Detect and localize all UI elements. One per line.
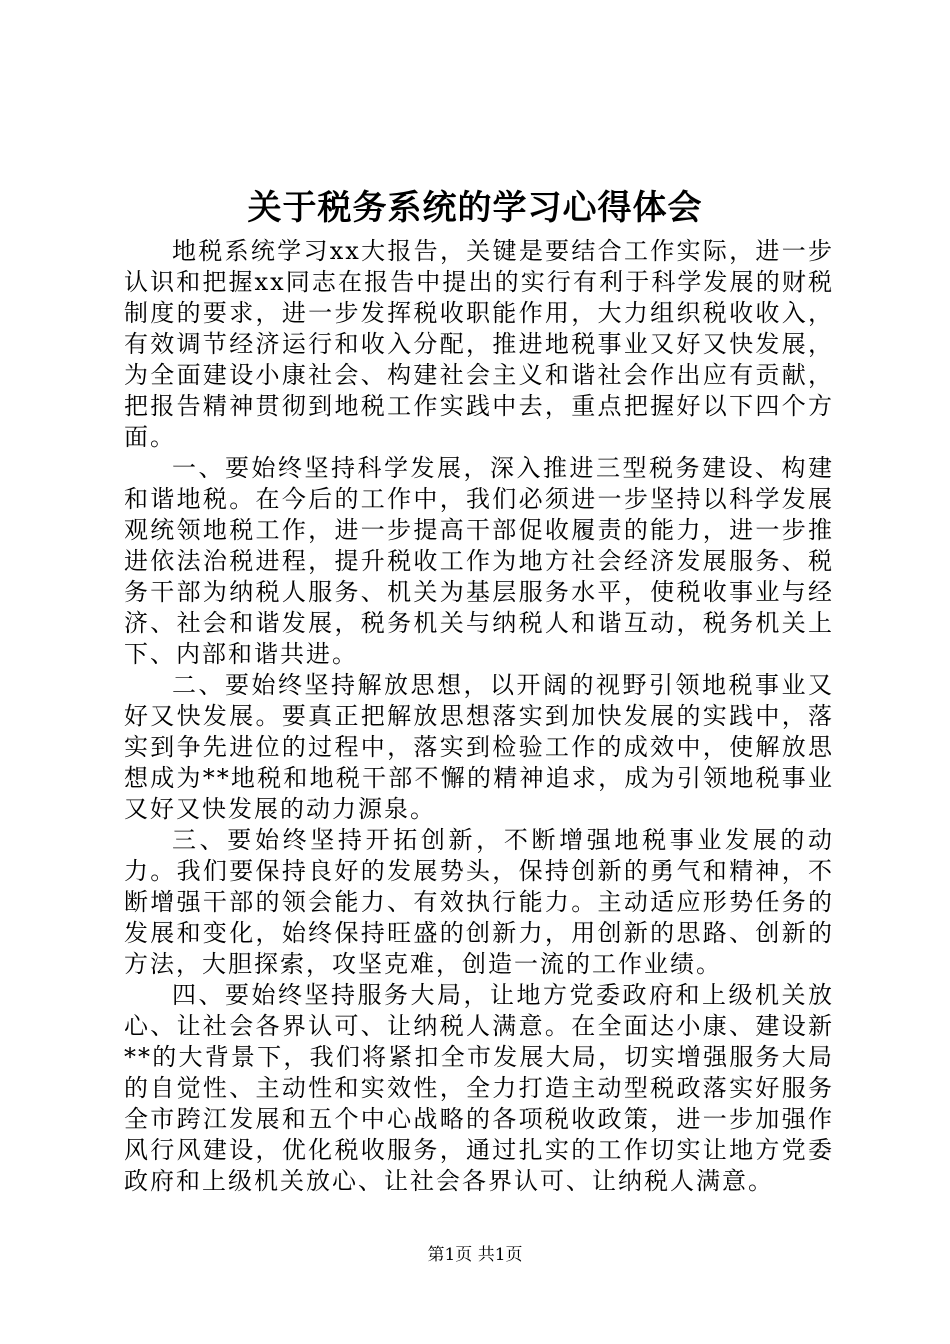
page-footer: 第1页 共1页 (427, 1245, 523, 1265)
document-title: 关于税务系统的学习心得体会 (247, 188, 703, 228)
document-body (124, 236, 834, 1197)
paragraph-intro: 地税系统学习xx大报告，关键是要结合工作实际，进一步认识和把握xx同志在报告中提出的实行有利于科学发展的财税制度的要求，进一步发挥税收职能作用，大力组织税收收入，有效调节经济运行和收入分配，推进地税事业又好又快发展，为全面建设小康社会、构建社会主义和谐社会作出应有贡献，把报告精神贯彻到地税工作实践中去，重点把握好以下四个方面。 (124, 237, 834, 451)
paragraph-point-4: 四、要始终坚持服务大局，让地方党委政府和上级机关放心、让社会各界认可、让纳税人满意。在全面达小康、建设新**的大背景下，我们将紧扣全市发展大局，切实增强服务大局的自觉性、主动性和实效性，全力打造主动型税政落实好服务全市跨江发展和五个中心战略的各项税收政策，进一步加强作风行风建设，优化税收服务，通过扎实的工作切实让地方党委政府和上级机关放心、让社会各界认可、让纳税人满意。 (124, 981, 834, 1195)
paragraph-point-1: 一、要始终坚持科学发展，深入推进三型税务建设、构建和谐地税。在今后的工作中，我们必须进一步坚持以科学发展观统领地税工作，进一步提高干部促收履责的能力，进一步推进依法治税进程，提升税收工作为地方社会经济发展服务、税务干部为纳税人服务、机关为基层服务水平，使税收事业与经济、社会和谐发展，税务机关与纳税人和谐互动，税务机关上下、内部和谐共进。 (124, 454, 834, 668)
paragraph-point-3: 三、要始终坚持开拓创新，不断增强地税事业发展的动力。我们要保持良好的发展势头，保持创新的勇气和精神，不断增强干部的领会能力、有效执行能力。主动适应形势任务的发展和变化，始终保持旺盛的创新力，用创新的思路、创新的方法，大胆探索，攻坚克难，创造一流的工作业绩。 (124, 826, 834, 978)
paragraph-point-2: 二、要始终坚持解放思想，以开阔的视野引领地税事业又好又快发展。要真正把解放思想落实到加快发展的实践中，落实到争先进位的过程中，落实到检验工作的成效中，使解放思想成为**地税和地税干部不懈的精神追求，成为引领地税事业又好又快发展的动力源泉。 (124, 671, 834, 823)
